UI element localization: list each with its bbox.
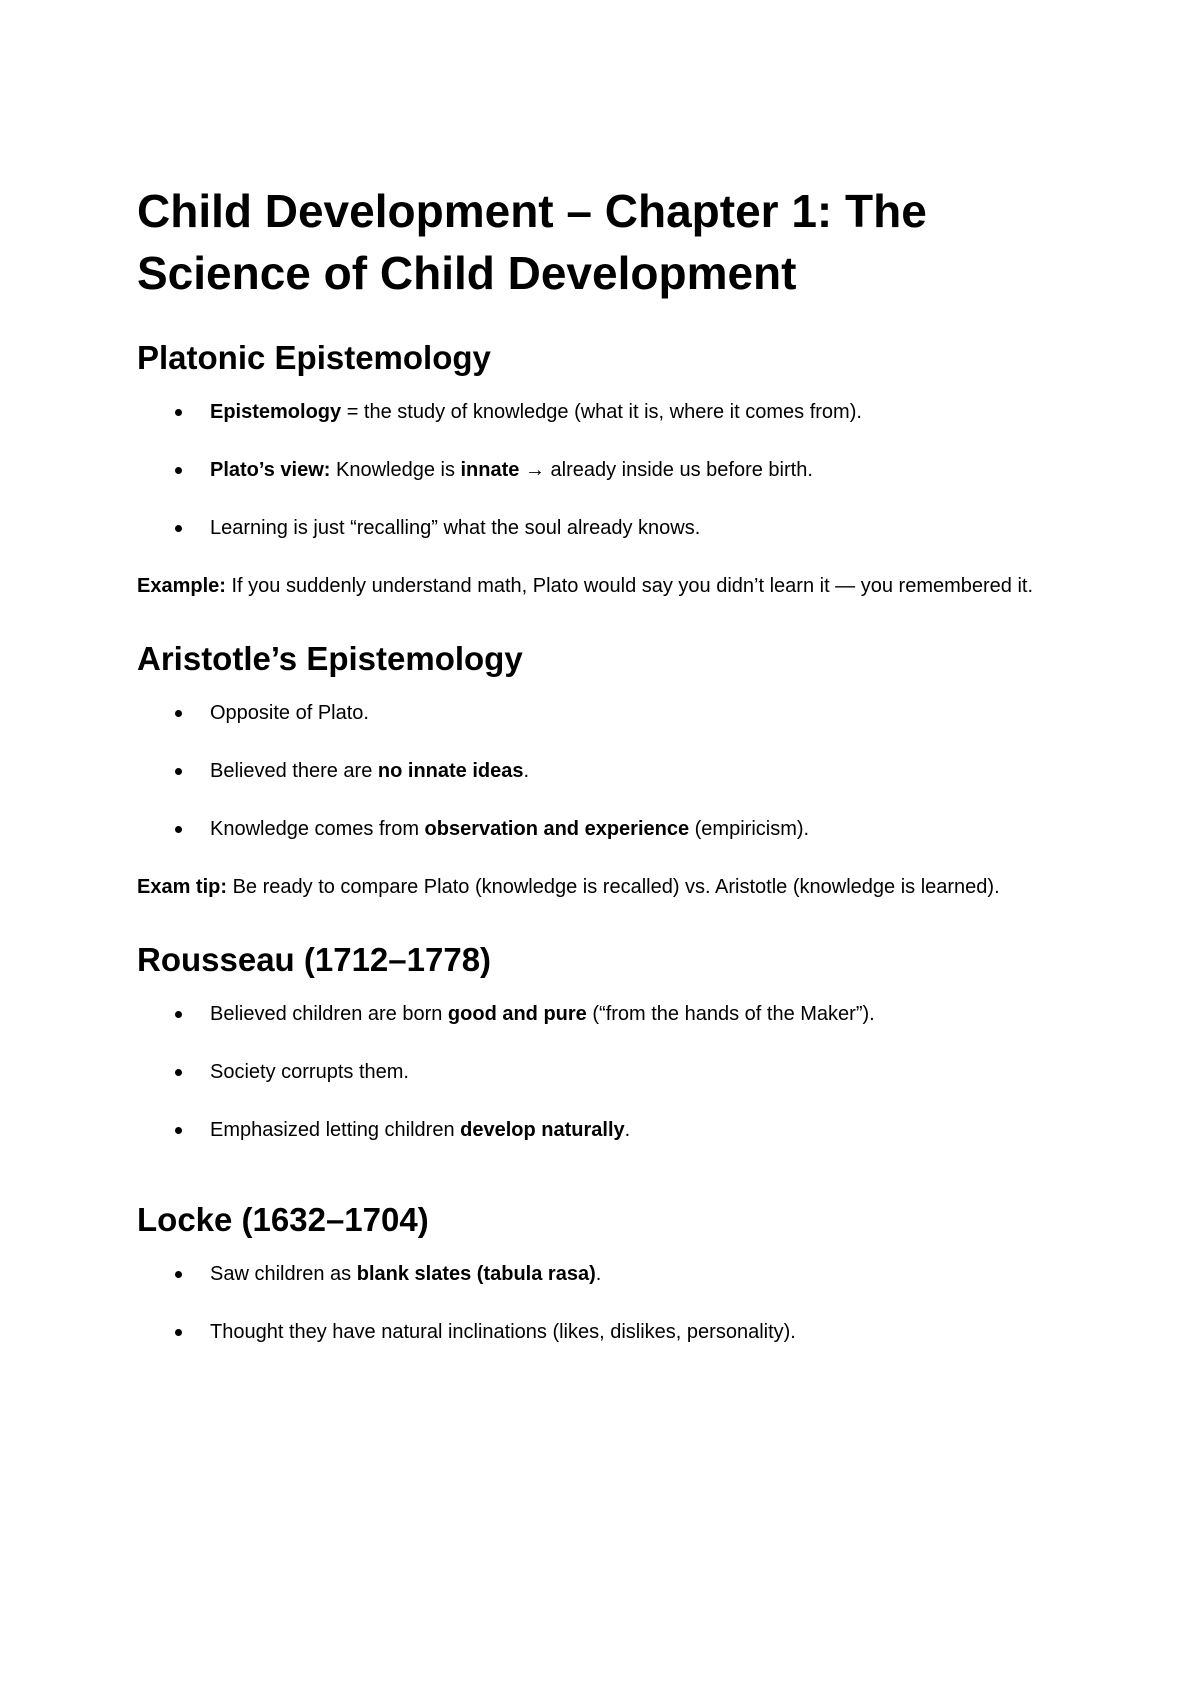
bullet-list <box>137 699 1037 843</box>
bold-term: innate <box>460 459 520 481</box>
item-text: Emphasized letting children <box>210 1119 461 1141</box>
item-text: Society corrupts them. <box>210 1061 409 1083</box>
section-heading: Rousseau (1712–1778) <box>137 941 492 978</box>
list-item <box>137 1000 1037 1028</box>
bold-term: good and pure <box>447 1003 587 1025</box>
item-text: Knowledge is <box>330 459 461 481</box>
item-text: . <box>595 1263 602 1285</box>
item-text: Saw children as <box>210 1263 357 1285</box>
document-body <box>137 180 1037 1376</box>
note-label: Example: <box>137 575 226 597</box>
note-text: If you suddenly understand math, Plato would say you didn’t learn it — you remembered it. <box>225 575 1034 597</box>
section-heading: Platonic Epistemology <box>137 339 491 376</box>
bold-term: no innate ideas <box>377 760 524 782</box>
page-title: Child Development – Chapter 1: The Science of Child Development <box>137 185 927 299</box>
bullet-list <box>137 1260 1037 1346</box>
bold-term: Plato’s view: <box>210 459 331 481</box>
exam-tip-note <box>137 873 1037 902</box>
bold-term: blank slates (tabula rasa) <box>356 1263 596 1285</box>
example-note <box>137 572 1037 601</box>
list-item <box>137 757 1037 785</box>
section-aristotle <box>137 639 1037 902</box>
item-text: Believed children are born <box>210 1003 448 1025</box>
list-item <box>137 1058 1037 1086</box>
bold-term: Epistemology <box>210 401 342 423</box>
item-text: (empiricism). <box>689 818 810 840</box>
item-text: Opposite of Plato. <box>210 702 369 724</box>
item-text: . <box>523 760 530 782</box>
list-item <box>137 1116 1037 1144</box>
note-text: Be ready to compare Plato (knowledge is recalled) vs. Aristotle (knowledge is learned). <box>227 876 1000 898</box>
note-label: Exam tip: <box>137 876 228 898</box>
item-text: Learning is just “recalling” what the soul already knows. <box>210 517 701 539</box>
list-item <box>137 398 1037 426</box>
list-item <box>137 699 1037 727</box>
item-text: Believed there are <box>210 760 378 782</box>
item-text: (“from the hands of the Maker”). <box>586 1003 875 1025</box>
bullet-list <box>137 1000 1037 1144</box>
list-item <box>137 1318 1037 1346</box>
item-text: Knowledge comes from <box>210 818 425 840</box>
section-rousseau <box>137 940 1037 1144</box>
bold-term: observation and experience <box>424 818 690 840</box>
section-locke <box>137 1200 1037 1346</box>
item-text: = the study of knowledge (what it is, where it comes from). <box>341 401 862 423</box>
item-text: → already inside us before birth. <box>519 459 813 481</box>
item-text: Thought they have natural inclinations (likes, dislikes, personality). <box>210 1321 796 1343</box>
bold-term: develop naturally <box>460 1119 625 1141</box>
list-item <box>137 815 1037 843</box>
list-item <box>137 514 1037 542</box>
section-heading: Locke (1632–1704) <box>137 1201 429 1238</box>
section-platonic <box>137 338 1037 601</box>
bullet-list <box>137 398 1037 542</box>
list-item <box>137 456 1037 484</box>
list-item <box>137 1260 1037 1288</box>
item-text: . <box>624 1119 631 1141</box>
section-heading: Aristotle’s Epistemology <box>137 640 523 677</box>
